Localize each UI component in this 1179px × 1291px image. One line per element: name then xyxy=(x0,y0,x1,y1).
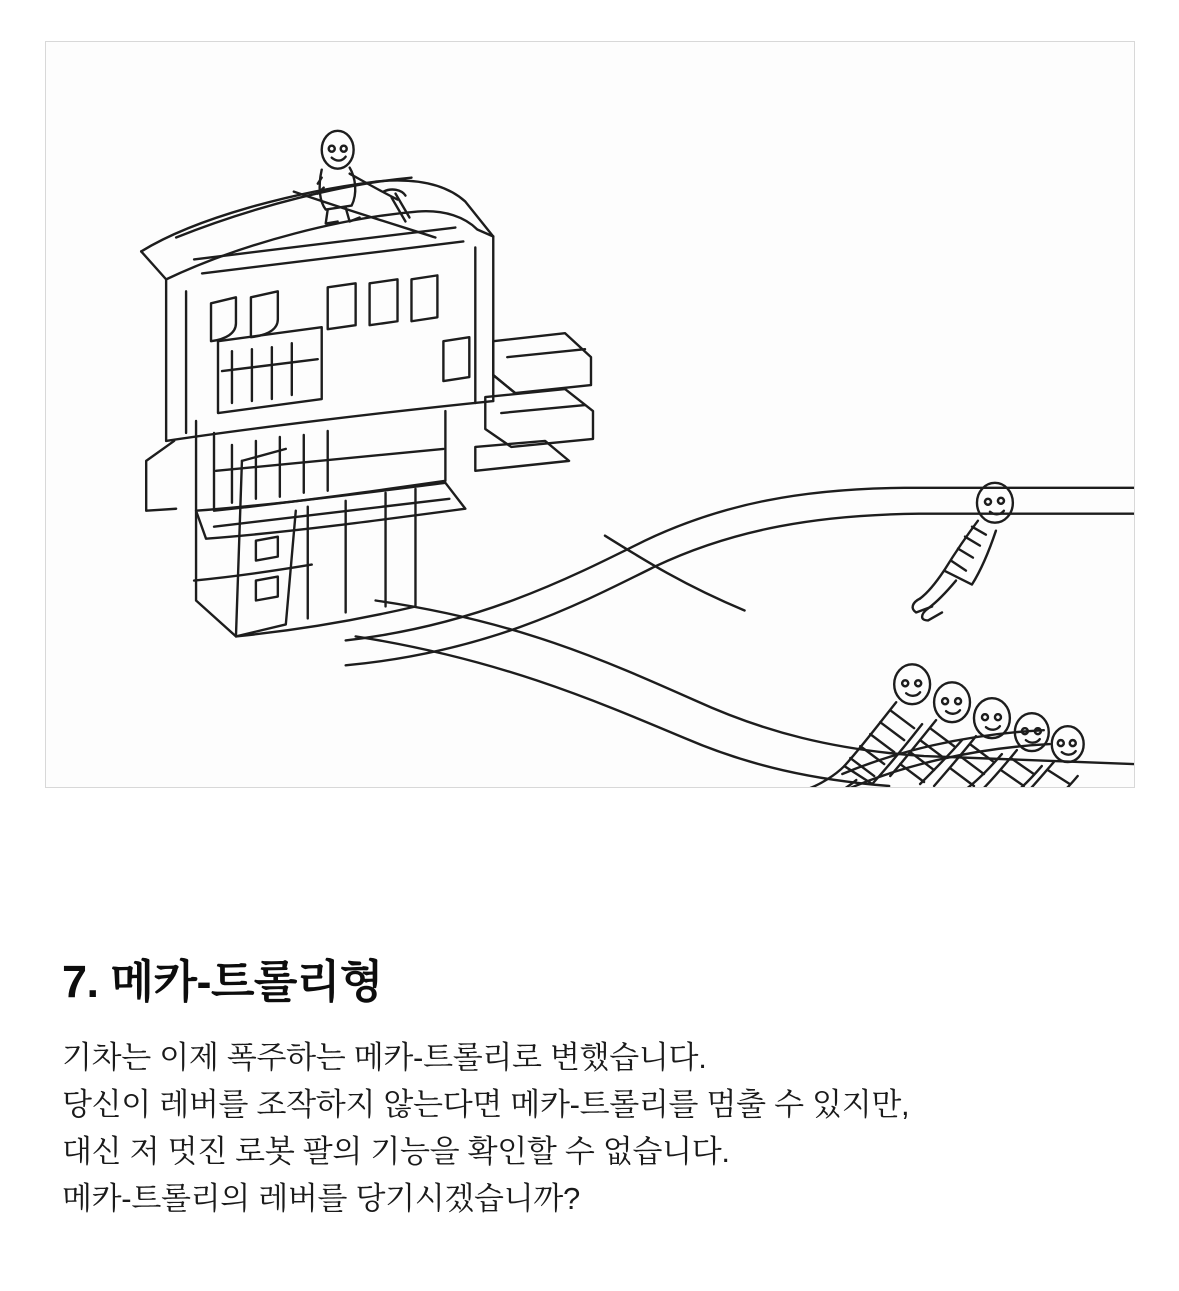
body-paragraph xyxy=(62,1034,1122,1222)
mecha-trolley-illustration xyxy=(46,42,1134,787)
body-line-1: 기차는 이제 폭주하는 메카-트롤리로 변했습니다. xyxy=(62,1040,707,1076)
body-line-4: 메카-트롤리의 레버를 당기시겠습니까? xyxy=(62,1181,580,1217)
illustration-panel xyxy=(45,41,1135,788)
body-line-2: 당신이 레버를 조작하지 않는다면 메카-트롤리를 멈출 수 있지만, xyxy=(62,1087,910,1123)
body-line-3: 대신 저 멋진 로봇 팔의 기능을 확인할 수 없습니다. xyxy=(62,1134,730,1170)
caption-block xyxy=(62,955,1122,1223)
page-title: 7. 메카-트롤리형 xyxy=(62,956,383,1007)
